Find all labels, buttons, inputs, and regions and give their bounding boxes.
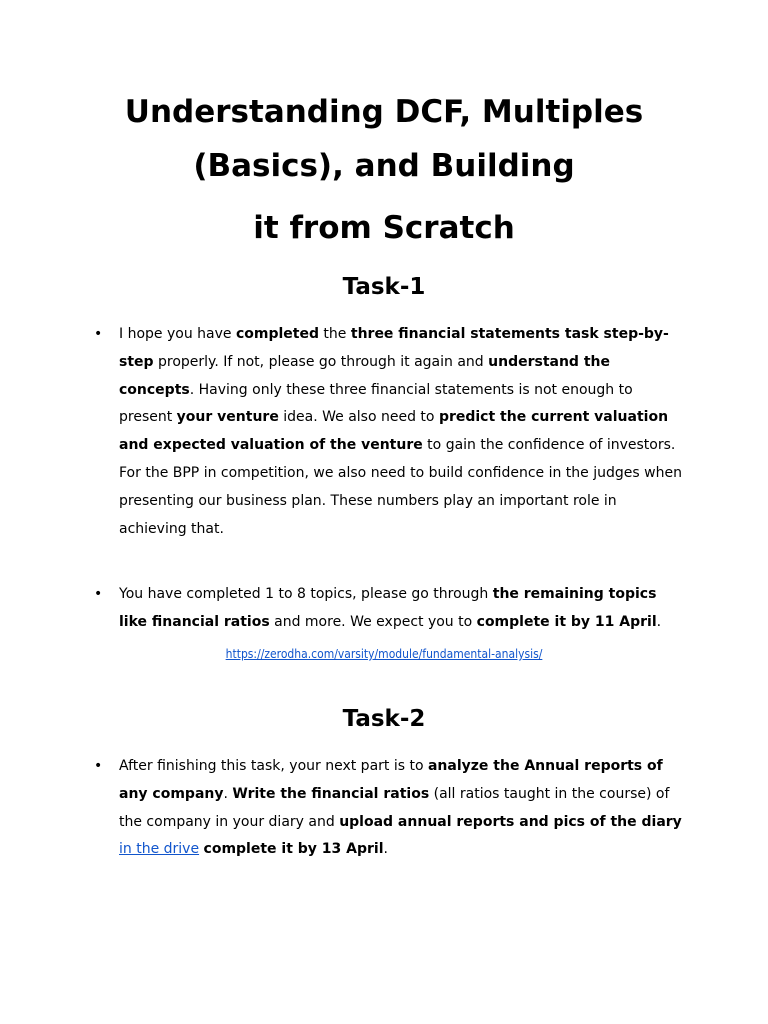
drive-link[interactable]: in the drive (119, 841, 200, 858)
title-line-2: (Basics), and Building (193, 148, 575, 184)
task2-heading: Task-2 (342, 706, 426, 732)
bullet-icon: • (94, 586, 103, 602)
task2-bullet-1-text: After finishing this task, your next part is to analyze the Annual reports of any company. Write the financial ratios (all ratios taught in the course) of the company in your diary and upload annual reports and pics of the diary in the drive complete it by 13 April. (119, 758, 682, 858)
fundamental-analysis-link-row (60, 647, 708, 661)
title-line-1: Understanding DCF, Multiples (124, 94, 644, 130)
task1-bullet-1 (94, 321, 684, 543)
task1-bullet-1-text: I hope you have completed the three financial statements task step-by-step properly. If not, please go through it again and understand the concepts. Having only these three financial statements is not enough to present your venture idea. We also need to predict the current valuation and expected valuation of the venture to gain the confidence of investors. For the BPP in competition, we also need to build confidence in the judges when presenting our business plan. These numbers play an important role in achieving that. (119, 326, 682, 537)
task1-bullet-2 (94, 581, 684, 637)
task1-heading: Task-1 (342, 274, 426, 300)
bullet-icon: • (94, 326, 103, 342)
title-line-3: it from Scratch (253, 210, 515, 246)
fundamental-analysis-link[interactable]: https://zerodha.com/varsity/module/fundamental-analysis/ (225, 647, 543, 661)
task2-bullet-1 (94, 753, 684, 864)
bullet-icon: • (94, 758, 103, 774)
task1-bullet-2-text: You have completed 1 to 8 topics, please go through the remaining topics like financial ratios and more. We expect you to complete it by 11 April. (119, 586, 662, 630)
